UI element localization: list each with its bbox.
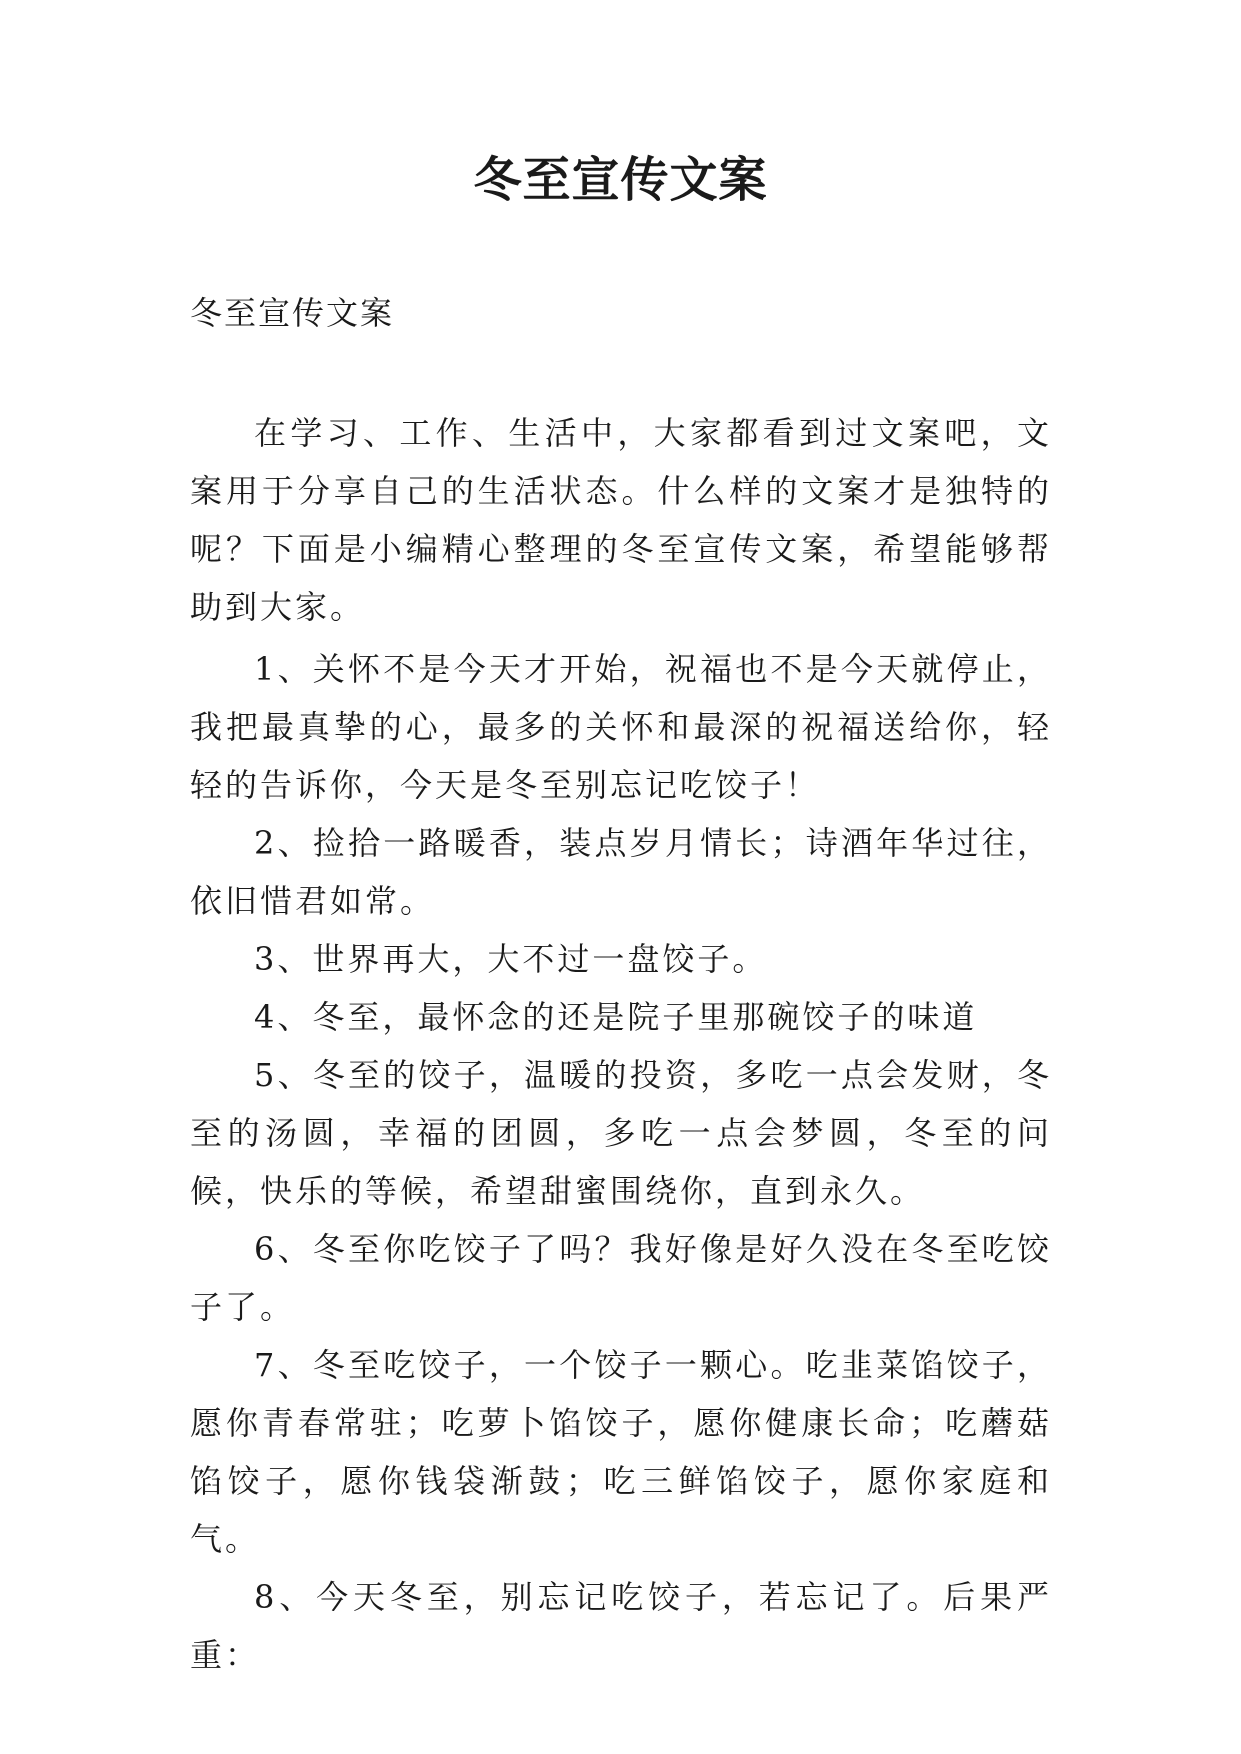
list-item: 2、捡拾一路暖香，装点岁月情长；诗酒年华过往，依旧惜君如常。 bbox=[190, 824, 1052, 920]
intro-section bbox=[190, 404, 1052, 636]
document-title: 冬至宣传文案 bbox=[473, 152, 768, 208]
document-subtitle: 冬至宣传文案 bbox=[190, 294, 395, 332]
list-item: 1、关怀不是今天才开始，祝福也不是今天就停止，我把最真挚的心，最多的关怀和最深的祝福送给你，轻轻的告诉你，今天是冬至别忘记吃饺子！ bbox=[190, 650, 1052, 804]
wishes-list bbox=[190, 640, 1052, 1684]
intro-paragraph: 在学习、工作、生活中，大家都看到过文案吧，文案用于分享自己的生活状态。什么样的文案才是独特的呢？下面是小编精心整理的冬至宣传文案，希望能够帮助到大家。 bbox=[190, 414, 1052, 626]
list-item: 4、冬至，最怀念的还是院子里那碗饺子的味道 bbox=[254, 998, 978, 1036]
list-item: 3、世界再大，大不过一盘饺子。 bbox=[254, 940, 768, 978]
list-item: 7、冬至吃饺子，一个饺子一颗心。吃韭菜馅饺子，愿你青春常驻；吃萝卜馅饺子，愿你健康长命；吃蘑菇馅饺子，愿你钱袋渐鼓；吃三鲜馅饺子，愿你家庭和气。 bbox=[190, 1346, 1052, 1558]
list-item: 8、今天冬至，别忘记吃饺子，若忘记了。后果严重： bbox=[190, 1578, 1052, 1674]
list-item: 5、冬至的饺子，温暖的投资，多吃一点会发财，冬至的汤圆，幸福的团圆，多吃一点会梦圆，冬至的问候，快乐的等候，希望甜蜜围绕你，直到永久。 bbox=[190, 1056, 1052, 1210]
list-item: 6、冬至你吃饺子了吗？我好像是好久没在冬至吃饺子了。 bbox=[190, 1230, 1052, 1326]
